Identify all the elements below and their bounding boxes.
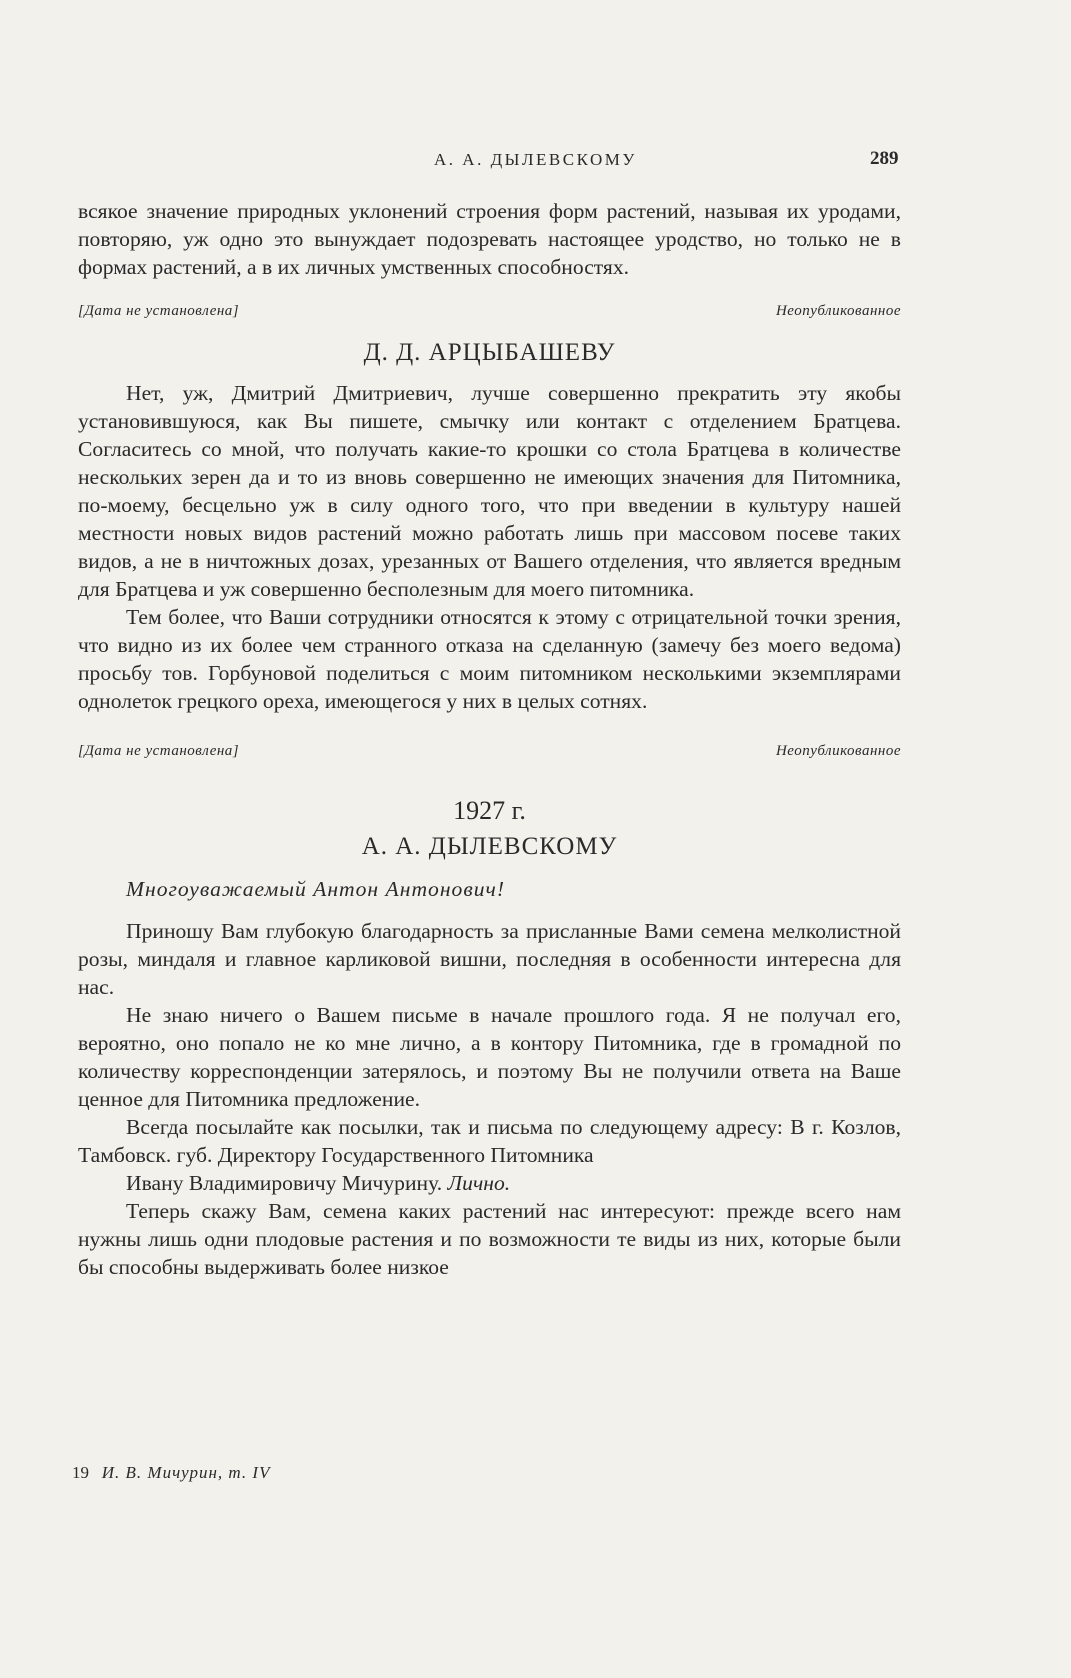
- address-note: Лично.: [447, 1171, 511, 1195]
- signature-text: И. В. Мичурин, т. IV: [101, 1463, 271, 1482]
- publication-status: Неопубликованное: [775, 303, 901, 319]
- address-name: Ивану Владимировичу Мичурину.: [126, 1171, 443, 1195]
- signature-number: 19: [72, 1463, 89, 1482]
- letter-meta-2: [78, 737, 901, 765]
- page-number: 289: [870, 148, 899, 169]
- date-note: [Дата не установлена]: [78, 743, 240, 759]
- letter-meta-1: [78, 297, 901, 325]
- letter-paragraph: Нет, уж, Дмитрий Дмитриевич, лучше совершенно прекратить эту якобы установившуюся, как Вы пишете, смычку или контакт с отделением Братцева. Согласитесь со мной, что получать какие-то крошки со стола Братцева в количестве нескольких зерен да и то из вновь совершенно не имеющих значения для Питомника, по-моему, бесцельно уж в силу одного того, что при введении в культуру нашей местности новых видов растений можно работать лишь при массовом посеве таких видов, а не в ничтожных дозах, урезанных от Вашего отделения, что является вредным для Братцева и уж совершенно бесполезным для моего питомника.: [78, 381, 901, 601]
- letter-paragraph: Всегда посылайте как посылки, так и письма по следующему адресу: В г. Козлов, Тамбовск. губ. Директору Государственного Питомника: [78, 1115, 901, 1167]
- signature-footer: [72, 1463, 270, 1483]
- publication-status: Неопубликованное: [775, 743, 901, 759]
- letter-heading-artsybashev: Д. Д. АРЦЫБАШЕВУ: [363, 339, 616, 366]
- letter-heading-dylevsky: А. А. ДЫЛЕВСКОМУ: [361, 833, 618, 860]
- salutation: Многоуважаемый Антон Антонович!: [126, 877, 506, 901]
- letter-paragraph: Не знаю ничего о Вашем письме в начале прошлого года. Я не получал его, вероятно, оно попало не ко мне лично, а в контору Питомника, где в громадной по количеству корреспонденции затерялось, и поэтому Вы не получили ответа на Ваше ценное для Питомника предложение.: [78, 1003, 901, 1111]
- letter-paragraph: Теперь скажу Вам, семена каких растений нас интересуют: прежде всего нам нужны лишь одни плодовые растения и по возможности те виды из них, которые были бы способны выдерживать более низкое: [78, 1199, 901, 1279]
- date-note: [Дата не установлена]: [78, 303, 240, 319]
- letter-paragraph: Тем более, что Ваши сотрудники относятся к этому с отрицательной точки зрения, что видно из их более чем странного отказа на сделанную (замечу без моего ведома) просьбу тов. Горбуновой поделиться с моим питомником несколькими экземплярами однолеток грецкого ореха, имеющегося у них в целых сотнях.: [78, 605, 901, 713]
- continuation-paragraph: всякое значение природных уклонений строения форм растений, называя их уродами, повторяю, уж одно это вынуждает подозревать настоящее уродство, но только не в формах растений, а в их личных умственных способностях.: [78, 199, 901, 279]
- year-heading: 1927 г.: [453, 796, 526, 825]
- page-body: [78, 197, 901, 1281]
- address-line: [78, 1169, 901, 1197]
- letter-paragraph: Приношу Вам глубокую благодарность за присланные Вами семена мелколистной розы, миндаля и главное карликовой вишни, последняя в особенности интересна для нас.: [78, 919, 901, 999]
- running-title: А. А. ДЫЛЕВСКОМУ: [434, 150, 637, 169]
